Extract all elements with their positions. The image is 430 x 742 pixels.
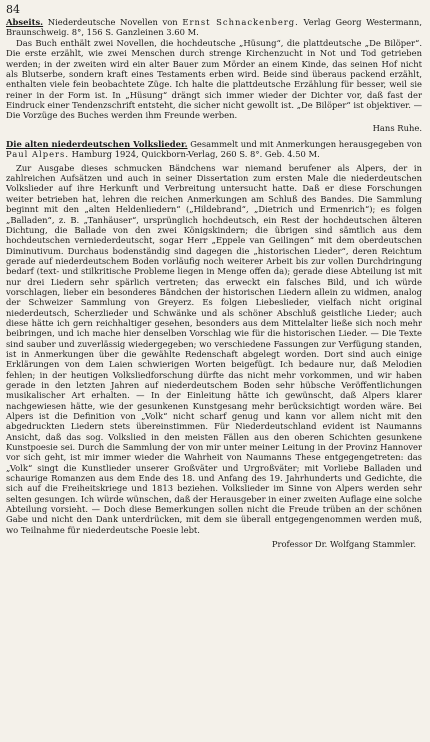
review-2-title: Die alten niederdeutschen Volkslieder. bbox=[6, 138, 188, 149]
page-number: 84 bbox=[6, 3, 20, 16]
review-1-signature: Hans Ruhe. bbox=[372, 122, 422, 133]
review-1-heading bbox=[6, 17, 422, 38]
review-2-paragraph: Zur Ausgabe dieses schmucken Bändchens war niemand berufener als Alpers, der in zahlreichen Aufsätzen und auch in seiner Dissertation zum ersten Male die niederdeutschen Volkslieder auf ihre Herkunft und Verbreitung untersucht hatte. Daß er diese Forschungen weiter betrieben hat, lehren die reichen Anmerkungen am Schluß des Bandes. Die Sammlung beginnt mit den „alten Heldenliedern“ („Hildebrand“, „Dietrich und Ermenrich“); es folgen „Balladen“, z. B. „Tanhäuser“, ursprünglich hochdeutsch, ein Rest der hochdeutschen älteren Dichtung, die Ballade von den zwei Königskindern; die übrigen sind sämtlich aus dem hochdeutschen verniederdeutscht, sogar Herr „Eppele van Geilingen“ mit dem oberdeutschen Diminutivum. Durchaus bodenständig sind dagegen die „historischen Lieder“, deren Reichtum gerade auf niederdeutschem Boden vorläufig noch weiterer Arbeit bis zur vollen Durchdringung bedarf (text- und stilkritische Probleme liegen in Menge offen da); gerade diese Abteilung ist mit nur drei Liedern sehr spärlich vertreten; das erweckt ein falsches Bild, und ich würde vorschlagen, lieber ein besonderes Bändchen der historischen Liedern allein zu widmen, analog der Schweizer Sammlung von Greyerz. Es folgen Liebeslieder, vielfach nicht original niederdeutsch, Scherzlieder und Schwänke und als schöner Abschluß geistliche Lieder; auch diese hätte ich gern reichhaltiger gesehen, besonders aus dem Mittelalter ließe sich noch mehr beibringen, und ich mache hier denselben Vorschlag wie für die historischen Lieder. — Die Texte sind sauber und zuverlässig wiedergegeben; wo verschiedene Fassungen zur Verfügung standen, ist in Anmerkungen über die gewählte Redenschaft abgelegt worden. Dort sind auch einige Erklärungen von dem Laien schwierigen Worten beigefügt. Ich bedaure nur, daß Melodien fehlen; in der heutigen Volksliedforschung dürfte das nicht mehr vorkommen, und wir haben gerade in den letzten Jahren auf niederdeutschem Boden sehr hübsche Veröffentlichungen musikalischer Art erhalten. — In der Einleitung hätte ich gewünscht, daß Alpers klarer nachgewiesen hätte, wie der gesunkenen Kunstgesang mehr berücksichtigt worden wäre. Bei Alpers ist die Definition von „Volk“ nicht scharf genug und kann vor allem nicht mit den abgedruckten Liedern stets übereinstimmen. Für Niederdeutschland evident ist Naumanns Ansicht, daß das sog. Volkslied in den meisten Fällen aus den oberen Schichten gesunkene Kunstpoesie sei. Durch die Sammlung der von mir unter meiner Leitung in der Provinz Hannover vor sich geht, ist mir immer wieder die Wahrheit von Naumanns These entgegengetreten: das „Volk“ singt die Kunstlieder unserer Großväter und Urgroßväter; mit Vorliebe Balladen und schaurige Romanzen aus dem Ende des 18. und Anfang des 19. Jahrhunderts und Gedichte, die sich auf die Freiheitskriege und 1813 beziehen. Volkslieder im Sinne von Alpers werden sehr selten gesungen. Ich würde wünschen, daß der Herausgeber in einer zweiten Auflage eine solche Abteilung vorsieht. — Doch diese Bemerkungen sollen nicht die Freude trüben an der schönen Gabe und nicht den Dank unterdrücken, mit dem sie überall entgegengenommen werden muß, wo Teilnahme für niederdeutsche Poesie lebt. bbox=[6, 162, 422, 535]
review-2-author: Paul Alpers. bbox=[6, 149, 69, 160]
review-1-header-text: Niederdeutsche Novellen von bbox=[47, 17, 178, 27]
review-2-signature: Professor Dr. Wolfgang Stammler. bbox=[271, 539, 416, 550]
review-1-paragraph: Das Buch enthält zwei Novellen, die hochdeutsche „Hüsung“, die plattdeutsche „De Bilöper“. Die erste erzählt, wie zwei Menschen durch strenge Kirchenzucht in Not und Tod getrieben werden; in der zweiten wird ein alter Bauer zum Mörder an einem Kinde, das seinen Hof nicht als Blutserbe, sondern kraft eines Testaments erben wird. Beide sind überaus packend erzählt, enthalten viele fein beobachtete Züge. Ich halte die plattdeutsche Erzählung für besser, weil sie reiner in der Form ist. In „Hüsung“ drängt sich immer wieder der Dichter vor, daß fast der Eindruck einer Tendenzschrift entsteht, die sicher nicht gewollt ist. „De Bilöper“ ist objektiver. — Die Vorzüge des Buches werden ihm Freunde werben. bbox=[6, 37, 422, 121]
review-2-body bbox=[6, 163, 422, 535]
review-1 bbox=[6, 17, 422, 133]
review-1-body bbox=[6, 38, 422, 121]
review-2-publisher: Hamburg 1924, Quickborn-Verlag, 260 S. 8°. Geb. 4.50 M. bbox=[71, 149, 320, 160]
review-1-publisher: Verlag Georg Westermann, Braunschweig. 8°, 156 S. Ganzleinen 3.60 M. bbox=[6, 17, 422, 38]
review-2-header-text: Gesammelt und mit Anmerkungen herausgegeben von bbox=[190, 138, 422, 149]
review-2-heading bbox=[6, 139, 422, 160]
review-1-title: Abseits. bbox=[6, 17, 44, 27]
review-2 bbox=[6, 139, 422, 550]
review-1-author: Ernst Schnackenberg. bbox=[182, 17, 299, 27]
